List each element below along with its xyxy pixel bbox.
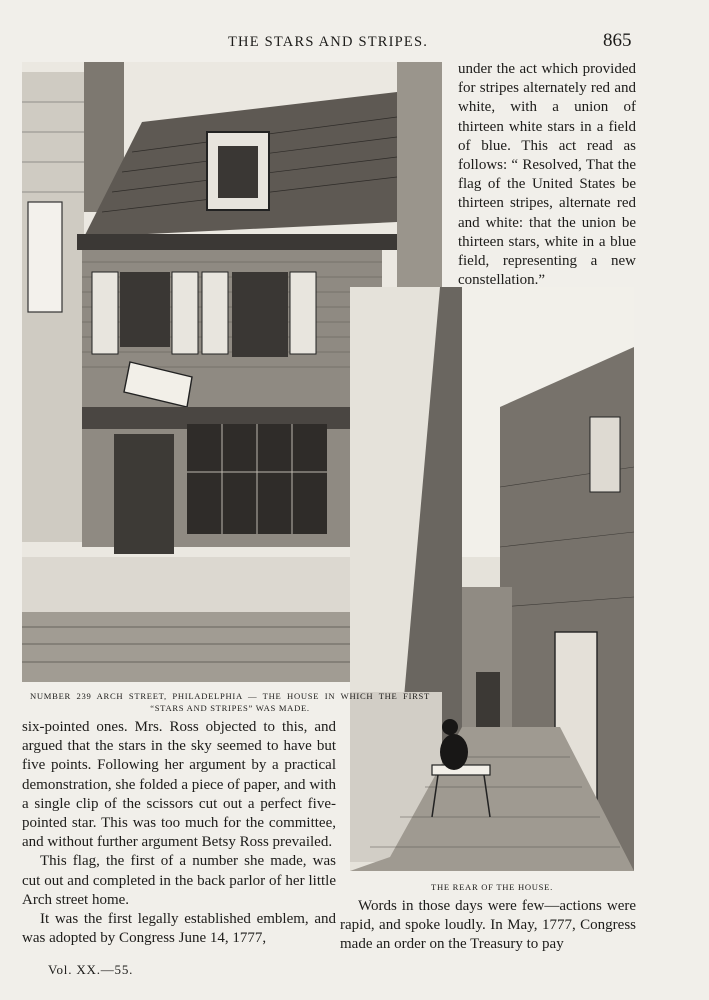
text-column-top-right — [458, 60, 636, 290]
house-caption: NUMBER 239 ARCH STREET, PHILADELPHIA — THE HOUSE IN WHICH THE FIRST “STARS AND STRIPES” WAS MADE. — [30, 691, 430, 713]
rear-engraving — [350, 287, 634, 871]
text-column-bottom-right — [340, 897, 636, 955]
running-head — [0, 30, 709, 54]
paragraph: This flag, the first of a number she made, was cut out and completed in the back parlor of her little Arch street home. — [22, 853, 336, 908]
paragraph: six-pointed ones. Mrs. Ross objected to this, and argued that the stars in the sky seemed to have but five points. Following her argument by a practical demonstration, she folded a piece of paper, and with a single clip of the scissors cut out a perfect five-pointed star. This was too much for the committee, and without further argument Betsy Ross prevailed. — [22, 719, 336, 851]
rear-caption: THE REAR OF THE HOUSE. — [431, 882, 553, 892]
text-column-left — [22, 718, 336, 948]
paragraph: under the act which provided for stripes alternately red and white, with a union of thirteen white stars in a field of blue. This act read as follows: “ Resolved, That the flag of the United States be thirteen stripes, alternate red and white: that the union be thirteen stars, white in a blue field, representing a new constellation.” — [458, 61, 636, 289]
volume-signature: Vol. XX.—55. — [48, 962, 134, 977]
rear-illustration — [350, 287, 634, 871]
running-title: THE STARS AND STRIPES. — [228, 34, 429, 50]
page-number: 865 — [603, 30, 632, 51]
paragraph: It was the first legally established emblem, and was adopted by Congress June 14, 1777, — [22, 911, 336, 947]
paragraph: Words in those days were few—actions were rapid, and spoke loudly. In May, 1777, Congress made an order on the Treasury to pay — [340, 898, 636, 953]
